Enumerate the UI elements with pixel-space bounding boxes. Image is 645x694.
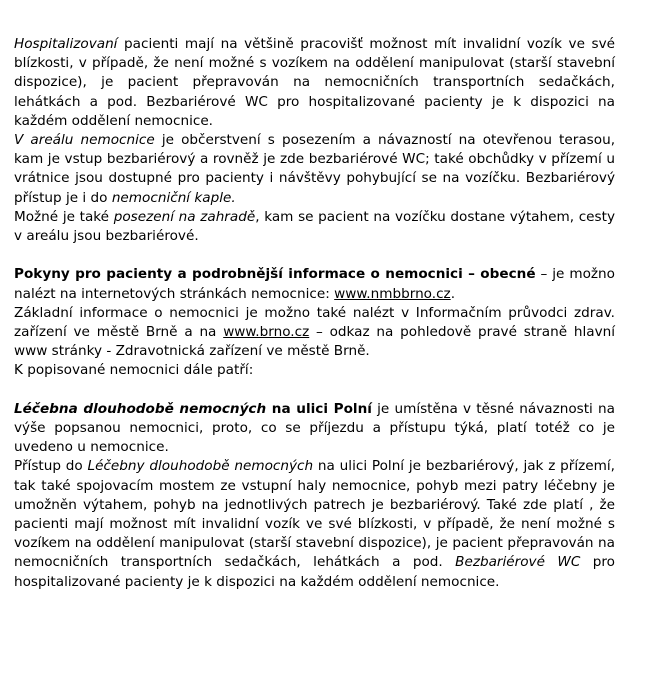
- text-long-term-care: je umístěna v těsné návaznosti na výše popsanou nemocnici, proto, co se příjezdu a přístupu týká, platí totéž co je uvedeno u nemocnice.: [14, 400, 615, 456]
- heading-instructions: Pokyny pro pacienty a podrobnější informace o nemocnici – obecné: [14, 266, 536, 283]
- text-period: .: [450, 285, 456, 302]
- paragraph-basic-info: [14, 304, 615, 362]
- text-hospital-area: je občerstvení s posezením a návazností na otevřenou terasou, kam je vstup bezbariérový a rovněž je zde bezbariérové WC; také obchůdky v přízemí u vrátnice jsou dostupné pro pacienty i návštěvy pohybující se na vozíčku. Bezbariérový přístup je i do: [14, 132, 616, 206]
- term-hospital-area: V areálu nemocnice: [14, 132, 155, 149]
- link-brno[interactable]: www.brno.cz: [223, 324, 310, 341]
- paragraph-garden: [14, 208, 615, 246]
- text-access-a: Přístup do: [14, 458, 88, 475]
- term-barrier-free-wc: Bezbariérové WC: [455, 554, 581, 571]
- term-long-term-care: Léčebny dlouhodobě nemocných: [87, 458, 314, 475]
- term-hospitalized: Hospitalizovaní: [14, 36, 118, 52]
- text-garden-b: , kam se pacient na vozíčku dostane výtahem, cesty v areálu jsou bezbariérové.: [14, 208, 615, 245]
- link-nmbbrno[interactable]: www.nmbbrno.cz: [334, 285, 451, 302]
- text-basic-info-b: – odkaz na pohledově pravé straně hlavní www stránky - Zdravotnická zařízení ve městě Brně.: [14, 324, 616, 360]
- paragraph-access: [14, 457, 615, 591]
- spacer: [14, 246, 615, 265]
- text-basic-info-a: Základní informace o nemocnici je možno také nalézt v Informačním průvodci zdrav. zařízení ve městě Brně a na: [14, 304, 615, 341]
- term-chapel: nemocniční kaple.: [111, 189, 236, 206]
- paragraph-long-term-care: [14, 400, 615, 458]
- text-garden-a: Možné je také: [14, 208, 114, 225]
- paragraph-instructions: [14, 265, 615, 303]
- paragraph-also-belongs: K popisované nemocnici dále patří:: [14, 362, 254, 379]
- term-garden: posezení na zahradě: [113, 208, 256, 225]
- paragraph-hospitalized: [14, 35, 615, 131]
- document-page: [14, 35, 615, 592]
- text-access-b: na ulici Polní je bezbariérový, jak z přízemí, tak také spojovacím mostem ze vstupní haly nemocnice, pohyb mezi patry léčebny je umožněn výtahem, pohyb na jednotlivých patrech je bezbariérový. Také zde platí , že pacienti mají možnost mít invalidní vozík ve své blízkosti, v případě, že není možné s vozíkem na oddělení manipulovat (starší stavební dispozice), je pacient přepravován na nemocničních transportních sedačkách, lehátkách a pod.: [14, 458, 615, 571]
- heading-long-term-care: Léčebna dlouhodobě nemocných: [14, 400, 267, 417]
- text-instructions: – je možno nalézt na internetových stránkách nemocnice:: [14, 266, 615, 302]
- heading-polni-street: na ulici Polní: [266, 400, 372, 417]
- text-hospitalized: pacienti mají na většině pracovišť možnost mít invalidní vozík ve své blízkosti, v případě, že není možné s vozíkem na oddělení manipulovat (starší stavební dispozice), je pacient přepravován na nemocničních transportních sedačkách, lehátkách a pod. Bezbariérové WC pro hospitalizované pacienty je k dispozici na každém oddělení nemocnice.: [14, 36, 615, 129]
- text-access-c: pro hospitalizované pacienty je k dispozici na každém oddělení nemocnice.: [14, 554, 615, 590]
- paragraph-hospital-area: [14, 131, 615, 208]
- spacer: [14, 381, 615, 400]
